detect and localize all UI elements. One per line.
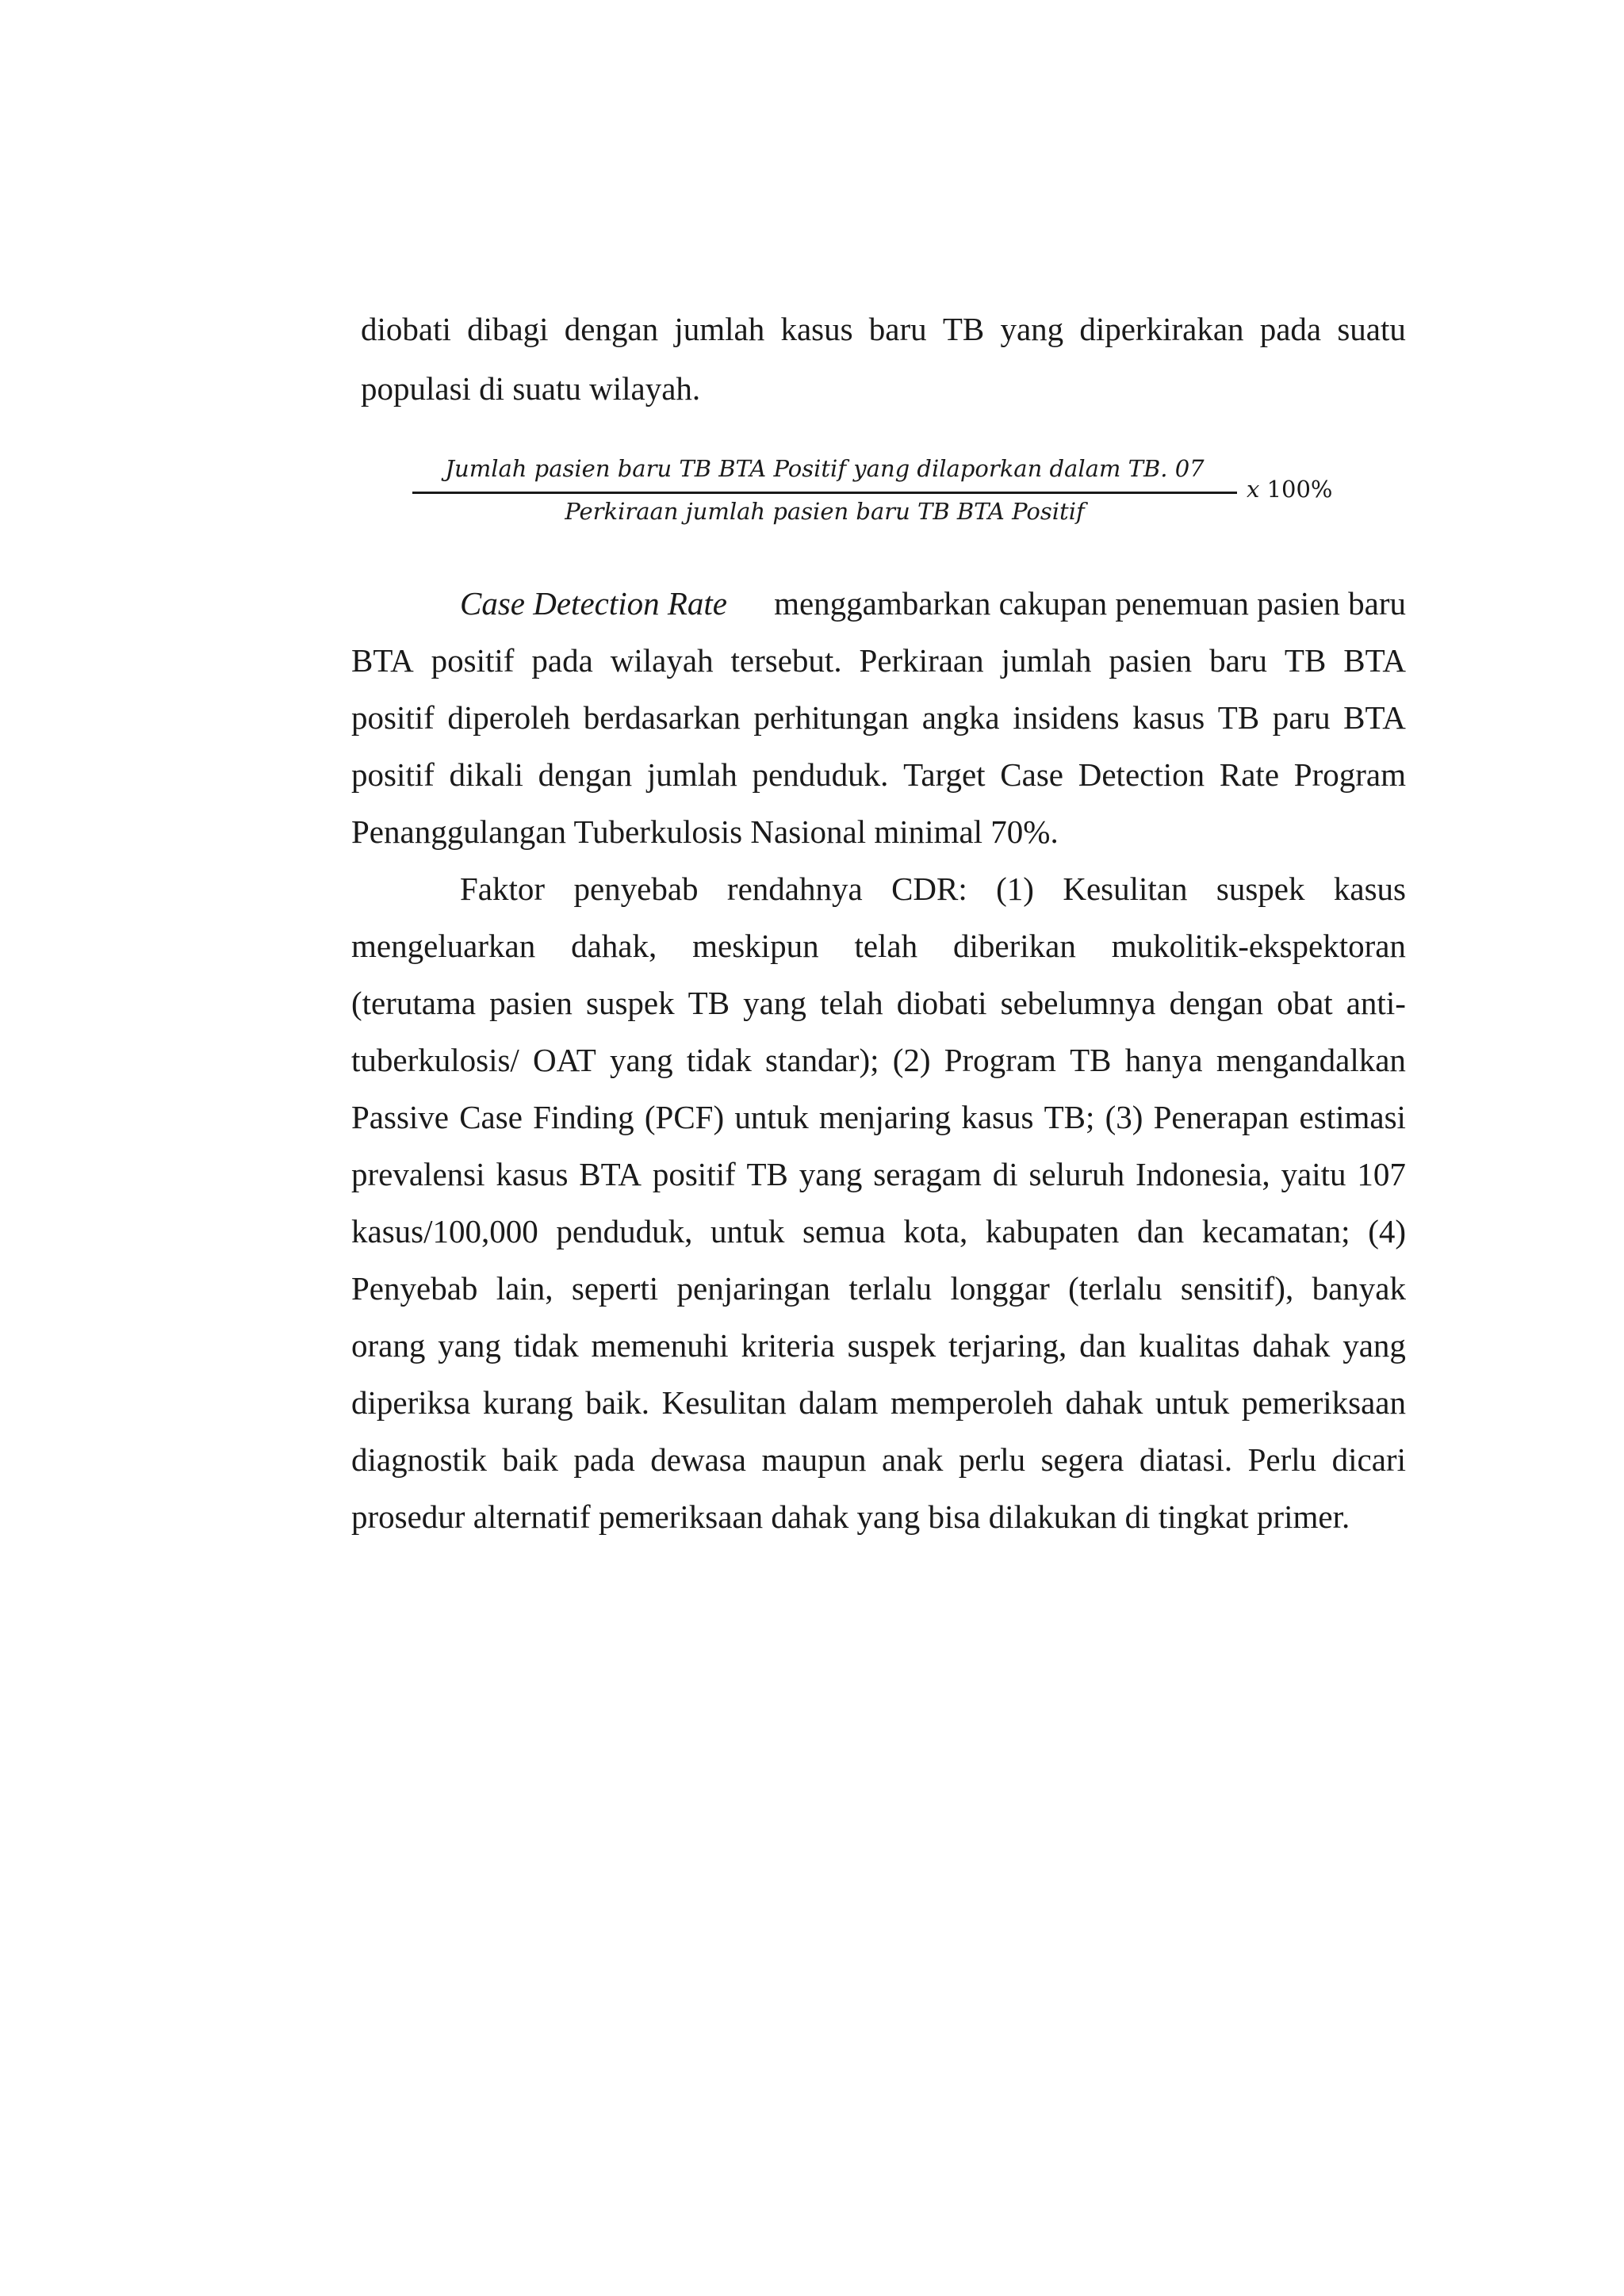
word: Faktor <box>460 871 546 907</box>
word: Case <box>1000 756 1063 793</box>
word: baru <box>1209 642 1267 679</box>
word: memenuhi <box>591 1327 729 1364</box>
factors-line-6 <box>351 1154 1406 1194</box>
word: TB <box>746 1156 788 1192</box>
multiplier-value: 100% <box>1266 476 1333 503</box>
word: di <box>992 1156 1018 1192</box>
word: penjaringan <box>676 1270 831 1307</box>
word: pada <box>573 1441 635 1478</box>
word: wilayah <box>610 642 714 679</box>
word: anak <box>882 1441 944 1478</box>
cdr-formula <box>412 452 1340 539</box>
word: Perlu <box>1247 1441 1317 1478</box>
word: positif <box>351 756 435 793</box>
factors-line-8 <box>351 1269 1406 1308</box>
word: standar); <box>765 1042 879 1078</box>
word: tidak <box>686 1042 752 1078</box>
word: diatasi. <box>1139 1441 1233 1478</box>
word: seragam <box>873 1156 982 1192</box>
word: anti- <box>1346 985 1406 1021</box>
word: Kesulitan <box>1063 871 1188 907</box>
factors-line-3 <box>351 983 1406 1023</box>
word: Rate <box>1219 756 1280 793</box>
word: dahak <box>1252 1327 1331 1364</box>
word: penduduk. <box>752 756 889 793</box>
word: yang <box>743 985 806 1021</box>
factors-line-1 <box>460 869 1406 909</box>
word: pasien <box>489 985 573 1021</box>
word: Perkiraan <box>859 642 984 679</box>
word: orang <box>351 1327 426 1364</box>
word: kasus <box>961 1099 1034 1135</box>
word: banyak <box>1312 1270 1406 1307</box>
word: kabupaten <box>985 1213 1120 1249</box>
word: memperoleh <box>890 1384 1053 1421</box>
word: terjaring, <box>948 1327 1067 1364</box>
factors-line-12: prosedur alternatif pemeriksaan dahak yang bisa dilakukan di tingkat primer. <box>351 1498 1350 1535</box>
word: perhitungan <box>753 699 910 736</box>
word: hanya <box>1124 1042 1203 1078</box>
word: kualitas <box>1139 1327 1240 1364</box>
formula-numerator: Jumlah pasien baru TB BTA Positif yang dilaporkan dalam TB. 07 <box>445 455 1205 482</box>
word: telah <box>819 985 883 1021</box>
cdr-line-1-rest: menggambarkan cakupan penemuan pasien baru <box>774 585 1406 622</box>
word: untuk <box>710 1213 785 1249</box>
word: sebelumnya <box>1000 985 1156 1021</box>
factors-line-7 <box>351 1211 1406 1251</box>
cdr-line-5: Penanggulangan Tuberkulosis Nasional minimal 70%. <box>351 813 1059 850</box>
word: seperti <box>571 1270 659 1307</box>
word: suspek <box>585 985 675 1021</box>
word: Passive <box>351 1099 449 1135</box>
word: kasus <box>780 311 853 347</box>
word: pasien <box>1109 642 1193 679</box>
cdr-line-4 <box>351 755 1406 794</box>
word: dengan <box>564 311 659 347</box>
word: yang <box>438 1327 501 1364</box>
word: diagnostik <box>351 1441 487 1478</box>
word: CDR: <box>891 871 967 907</box>
word: dibagi <box>467 311 549 347</box>
word: suspek <box>847 1327 936 1364</box>
cdr-term-italic: Case Detection Rate <box>460 585 728 622</box>
word: dicari <box>1331 1441 1406 1478</box>
word: untuk <box>734 1099 809 1135</box>
formula-multiplier <box>1247 476 1333 503</box>
word: menjaring <box>818 1099 952 1135</box>
word: kasus <box>496 1156 569 1192</box>
word: mukolitik-ekspektoran <box>1111 928 1406 964</box>
word: dan <box>1137 1213 1185 1249</box>
word: Kesulitan <box>661 1384 787 1421</box>
word: (1) <box>996 871 1034 907</box>
word: dahak <box>1065 1384 1143 1421</box>
word: tersebut. <box>730 642 842 679</box>
word: yaitu <box>1281 1156 1346 1192</box>
word: pada <box>1259 311 1322 347</box>
word: (4) <box>1368 1213 1406 1249</box>
word: pemeriksaan <box>1241 1384 1406 1421</box>
word: baik. <box>585 1384 650 1421</box>
factors-line-5 <box>351 1097 1406 1137</box>
word: BTA <box>351 642 414 679</box>
cdr-line-1 <box>460 584 1406 623</box>
word: TB <box>1217 699 1260 736</box>
word: yang <box>609 1042 673 1078</box>
word: longgar <box>950 1270 1050 1307</box>
word: BTA <box>579 1156 642 1192</box>
word: kasus <box>1333 871 1406 907</box>
word: kasus <box>1132 699 1205 736</box>
word: Target <box>903 756 986 793</box>
word: (2) <box>892 1042 931 1078</box>
word: paru <box>1272 699 1331 736</box>
word: kota, <box>903 1213 968 1249</box>
word: Program <box>944 1042 1056 1078</box>
word: positif <box>431 642 515 679</box>
word: diobati <box>896 985 987 1021</box>
factors-line-4 <box>351 1040 1406 1080</box>
word: kurang <box>482 1384 573 1421</box>
word: maupun <box>761 1441 867 1478</box>
word: dengan <box>1169 985 1263 1021</box>
word: kecamatan; <box>1201 1213 1350 1249</box>
word: semua <box>802 1213 886 1249</box>
word: obat <box>1277 985 1333 1021</box>
word: tidak <box>513 1327 579 1364</box>
word: prevalensi <box>351 1156 485 1192</box>
word: meskipun <box>692 928 819 964</box>
factors-line-10 <box>351 1383 1406 1422</box>
formula-denominator: Perkiraan jumlah pasien baru TB BTA Positif <box>565 498 1085 525</box>
word: OAT <box>533 1042 596 1078</box>
factors-line-11 <box>351 1440 1406 1479</box>
word: jumlah <box>674 311 765 347</box>
cdr-line-3 <box>351 698 1406 737</box>
word: Indonesia, <box>1136 1156 1270 1192</box>
word: diobati <box>361 311 451 347</box>
word: positif <box>652 1156 736 1192</box>
word: telah <box>854 928 918 964</box>
word: baru <box>868 311 927 347</box>
word: seluruh <box>1028 1156 1125 1192</box>
word: baik <box>502 1441 558 1478</box>
word: perlu <box>958 1441 1026 1478</box>
word: Finding <box>533 1099 634 1135</box>
word: dan <box>1079 1327 1127 1364</box>
word: yang <box>799 1156 863 1192</box>
factors-line-2 <box>351 926 1406 966</box>
fraction-bar <box>412 492 1237 494</box>
word: diperkirakan <box>1079 311 1244 347</box>
word: insidens <box>1013 699 1120 736</box>
word: (terutama <box>351 985 477 1021</box>
word: BTA <box>1343 642 1406 679</box>
word: BTA <box>1343 699 1406 736</box>
word: rendahnya <box>726 871 863 907</box>
word: dewasa <box>650 1441 746 1478</box>
word: tuberkulosis/ <box>351 1042 519 1078</box>
multiplier-symbol: x <box>1247 476 1260 503</box>
word: lain, <box>496 1270 553 1307</box>
word: mengeluarkan <box>351 928 536 964</box>
intro-line-1 <box>361 309 1406 349</box>
word: TB <box>1284 642 1327 679</box>
word: TB <box>688 985 730 1021</box>
cdr-line-2 <box>351 641 1406 680</box>
word: dalam <box>799 1384 879 1421</box>
word: positif <box>351 699 435 736</box>
word: TB <box>1070 1042 1112 1078</box>
word: segera <box>1040 1441 1124 1478</box>
word: yang <box>1000 311 1064 347</box>
word: dengan <box>538 756 633 793</box>
word: kriteria <box>741 1327 835 1364</box>
word: 107 <box>1357 1156 1406 1192</box>
word: Case <box>459 1099 523 1135</box>
word: Program <box>1293 756 1406 793</box>
word: kasus/100,000 <box>351 1213 538 1249</box>
word: untuk <box>1155 1384 1230 1421</box>
word: suatu <box>1337 311 1406 347</box>
word: jumlah <box>646 756 737 793</box>
word: penyebab <box>573 871 699 907</box>
word: sensitif), <box>1180 1270 1294 1307</box>
word: diperoleh <box>447 699 571 736</box>
word: Penerapan <box>1153 1099 1289 1135</box>
word: berdasarkan <box>583 699 741 736</box>
word: dahak, <box>571 928 657 964</box>
word: diperiksa <box>351 1384 471 1421</box>
word: yang <box>1342 1327 1406 1364</box>
word: Detection <box>1078 756 1205 793</box>
word: suspek <box>1216 871 1305 907</box>
word: angka <box>921 699 1000 736</box>
word: pada <box>531 642 593 679</box>
word: dikali <box>449 756 523 793</box>
word: (PCF) <box>644 1099 725 1135</box>
word: diberikan <box>953 928 1076 964</box>
word: mengandalkan <box>1216 1042 1406 1078</box>
word: TB <box>942 311 985 347</box>
word: (terlalu <box>1068 1270 1162 1307</box>
word: (3) <box>1105 1099 1143 1135</box>
word: TB; <box>1044 1099 1095 1135</box>
word: terlalu <box>848 1270 933 1307</box>
word: penduduk, <box>556 1213 693 1249</box>
word: Penyebab <box>351 1270 478 1307</box>
word: jumlah <box>1001 642 1092 679</box>
word: estimasi <box>1299 1099 1406 1135</box>
intro-line-2: populasi di suatu wilayah. <box>361 370 701 407</box>
factors-line-9 <box>351 1326 1406 1365</box>
